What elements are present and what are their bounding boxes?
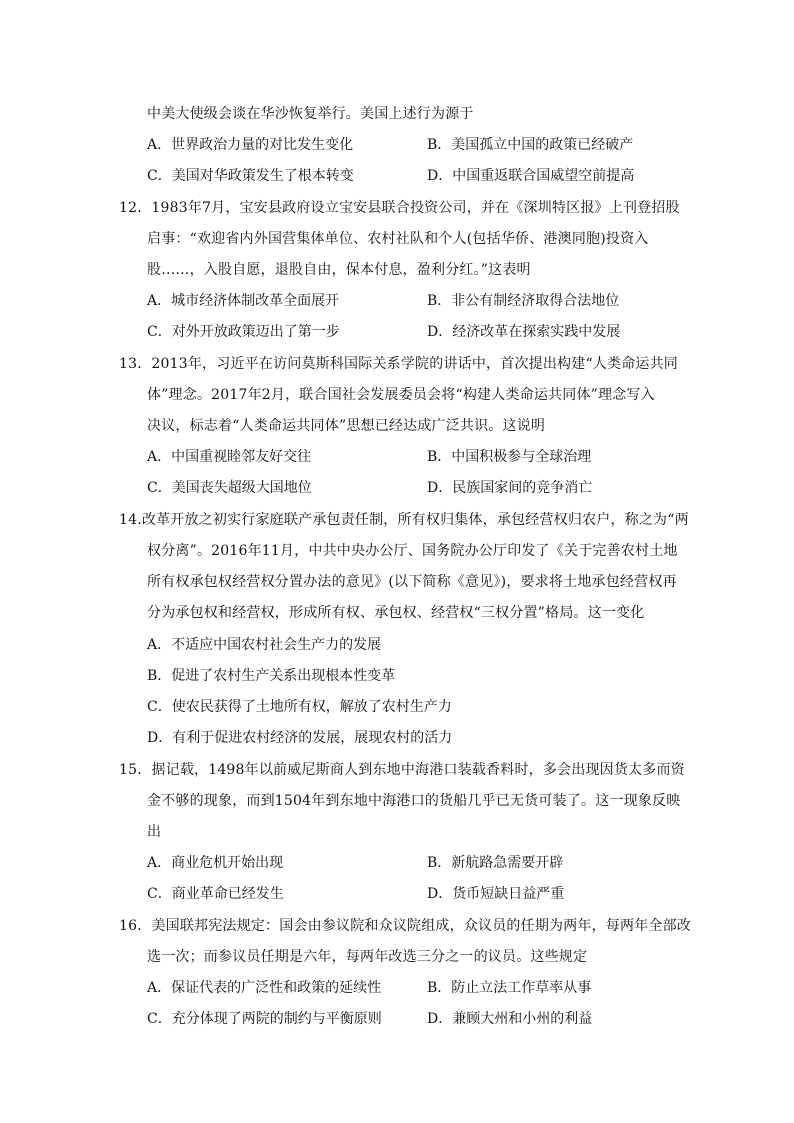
q15-option-d: D．货币短缺日益严重 xyxy=(427,886,565,902)
q12-stem-line-2: 启事：“欢迎省内外国营集体单位、农村社队和个人(包括华侨、港澳同胞)投资入 xyxy=(147,231,649,247)
q15-option-b: B．新航路急需要开辟 xyxy=(427,855,564,871)
q15-option-c: C．商业革命已经发生 xyxy=(147,886,284,902)
q16-option-d: D．兼顾大州和小州的利益 xyxy=(427,1011,593,1027)
q12-stem-line-3: 股……，入股自愿，退股自由，保本付息，盈利分红。”这表明 xyxy=(147,262,531,278)
q15-stem-line-3: 出 xyxy=(147,824,162,840)
q11-stem-tail: 中美大使级会谈在华沙恢复举行。美国上述行为源于 xyxy=(147,106,474,122)
q13-stem-line-3: 决议，标志着“人类命运共同体”思想已经达成广泛共识。这说明 xyxy=(147,418,546,434)
q12-option-d: D．经济改革在探索实践中发展 xyxy=(427,324,621,340)
q16-option-c: C．充分体现了两院的制约与平衡原则 xyxy=(147,1011,382,1027)
q15-stem-line-2: 金不够的现象，而到1504年到东地中海港口的货船几乎已无货可装了。这一现象反映 xyxy=(147,793,681,809)
q13-stem-line-1: 13．2013年，习近平在访问莫斯科国际关系学院的讲话中，首次提出构建“人类命运共同 xyxy=(119,356,678,372)
q11-option-b: B．美国孤立中国的政策已经破产 xyxy=(427,137,634,153)
q11-option-c: C．美国对华政策发生了根本转变 xyxy=(147,168,354,184)
q12-option-b: B．非公有制经济取得合法地位 xyxy=(427,293,620,309)
q14-option-b: B．促进了农村生产关系出现根本性变革 xyxy=(147,668,396,684)
q12-stem-line-1: 12．1983年7月，宝安县政府设立宝安县联合投资公司，并在《深圳特区报》上刊登招股 xyxy=(119,200,680,216)
q14-stem-line-2: 权分离”。2016年11月，中共中央办公厅、国务院办公厅印发了《关于完善农村土地 xyxy=(147,543,678,559)
q13-option-b: B．中国积极参与全球治理 xyxy=(427,449,592,465)
q12-option-a: A．城市经济体制改革全面展开 xyxy=(147,293,340,309)
q14-stem-line-1: 14.改革开放之初实行家庭联产承包责任制，所有权归集体，承包经营权归农户，称之为“两 xyxy=(119,512,689,528)
q13-option-d: D．民族国家间的竞争消亡 xyxy=(427,480,593,496)
q15-stem-line-1: 15．据记载，1498年以前威尼斯商人到东地中海港口装载香料时，多会出现因货太多而资 xyxy=(119,762,685,778)
q14-stem-line-4: 分为承包权和经营权，形成所有权、承包权、经营权“三权分置”格局。这一变化 xyxy=(147,605,645,621)
q14-option-a: A．不适应中国农村社会生产力的发展 xyxy=(147,637,382,653)
q13-option-c: C．美国丧失超级大国地位 xyxy=(147,480,312,496)
q15-option-a: A．商业危机开始出现 xyxy=(147,855,284,871)
q16-stem-line-2: 选一次；而参议员任期是六年，每两年改选三分之一的议员。这些规定 xyxy=(147,949,588,965)
q11-option-d: D．中国重返联合国威望空前提高 xyxy=(427,168,635,184)
q12-option-c: C．对外开放政策迈出了第一步 xyxy=(147,324,340,340)
q16-option-a: A．保证代表的广泛性和政策的延续性 xyxy=(147,980,382,996)
q11-option-a: A．世界政治力量的对比发生变化 xyxy=(147,137,354,153)
q16-stem-line-1: 16．美国联邦宪法规定：国会由参议院和众议院组成，众议员的任期为两年，每两年全部改 xyxy=(119,918,692,934)
q16-option-b: B．防止立法工作草率从事 xyxy=(427,980,592,996)
q13-option-a: A．中国重视睦邻友好交往 xyxy=(147,449,312,465)
q14-stem-line-3: 所有权承包权经营权分置办法的意见》(以下简称《意见》)，要求将土地承包经营权再 xyxy=(147,574,677,590)
q14-option-d: D．有利于促进农村经济的发展，展现农村的活力 xyxy=(147,730,453,746)
q14-option-c: C．使农民获得了土地所有权，解放了农村生产力 xyxy=(147,699,452,715)
q13-stem-line-2: 体”理念。2017年2月，联合国社会发展委员会将“构建人类命运共同体”理念写入 xyxy=(147,387,655,403)
